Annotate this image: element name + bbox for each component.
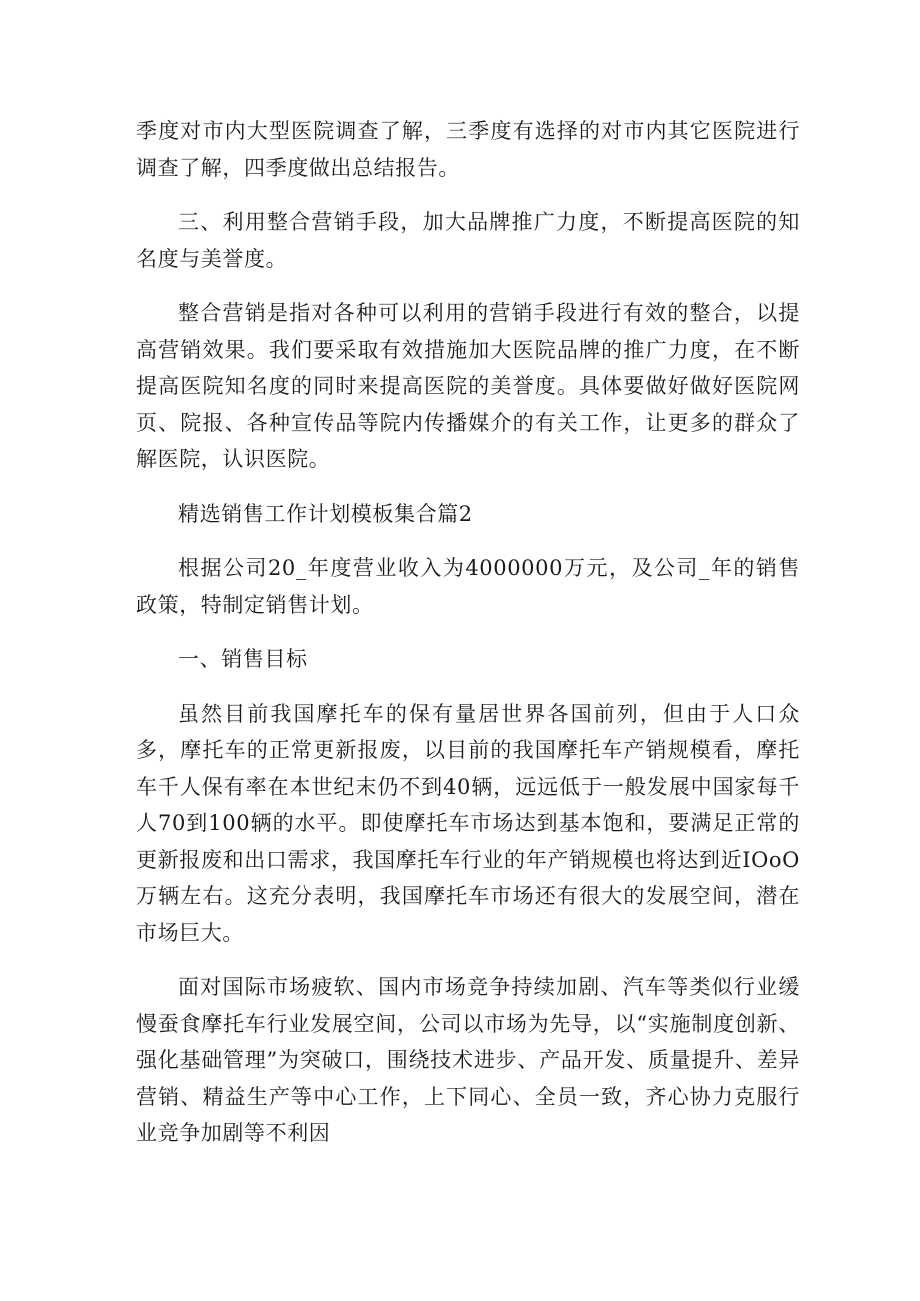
paragraph-1: 季度对市内大型医院调查了解，三季度有选择的对市内其它医院进行调查了解，四季度做出总结报告。 (136, 119, 800, 180)
section-heading-1: 一、销售目标 (178, 647, 308, 671)
paragraph-market-analysis: 虽然目前我国摩托车的保有量居世界各国前列，但由于人口众多，摩托车的正常更新报废，以目前的我国摩托车产销规模看，摩托车千人保有率在本世纪末仍不到40辆，远远低于一般发展中国家每千人70到100辆的水平。即使摩托车市场达到基本饱和，要满足正常的更新报废和出口需求，我国摩托车行业的年产销规模也将达到近IOoO万辆左右。这充分表明，我国摩托车市场还有很大的发展空间，潜在市场巨大。 (136, 701, 800, 945)
paragraph-company-strategy: 面对国际市场疲软、国内市场竞争持续加剧、汽车等类似行业缓慢蚕食摩托车行业发展空间，公司以市场为先导，以“实施制度创新、强化基础管理”为突破口，围绕技术进步、产品开发、质量提升、差异营销、精益生产等中心工作，上下同心、全员一致，齐心协力克服行业竞争加剧等不利因 (136, 975, 800, 1145)
paragraph-integrated-marketing: 整合营销是指对各种可以利用的营销手段进行有效的整合，以提高营销效果。我们要采取有效措施加大医院品牌的推广力度，在不断提高医院知名度的同时来提高医院的美誉度。具体要做好做好医院网页、院报、各种宣传品等院内传播媒介的有关工作，让更多的群众了解医院，认识医院。 (136, 301, 800, 471)
paragraph-intro: 根据公司20_年度营业收入为4000000万元，及公司_年的销售政策，特制定销售计划。 (136, 556, 800, 617)
document-body (136, 113, 800, 1170)
article-title-2: 精选销售工作计划模板集合篇2 (178, 501, 473, 526)
section-heading-3: 三、利用整合营销手段，加大品牌推广力度，不断提高医院的知名度与美誉度。 (136, 210, 800, 271)
